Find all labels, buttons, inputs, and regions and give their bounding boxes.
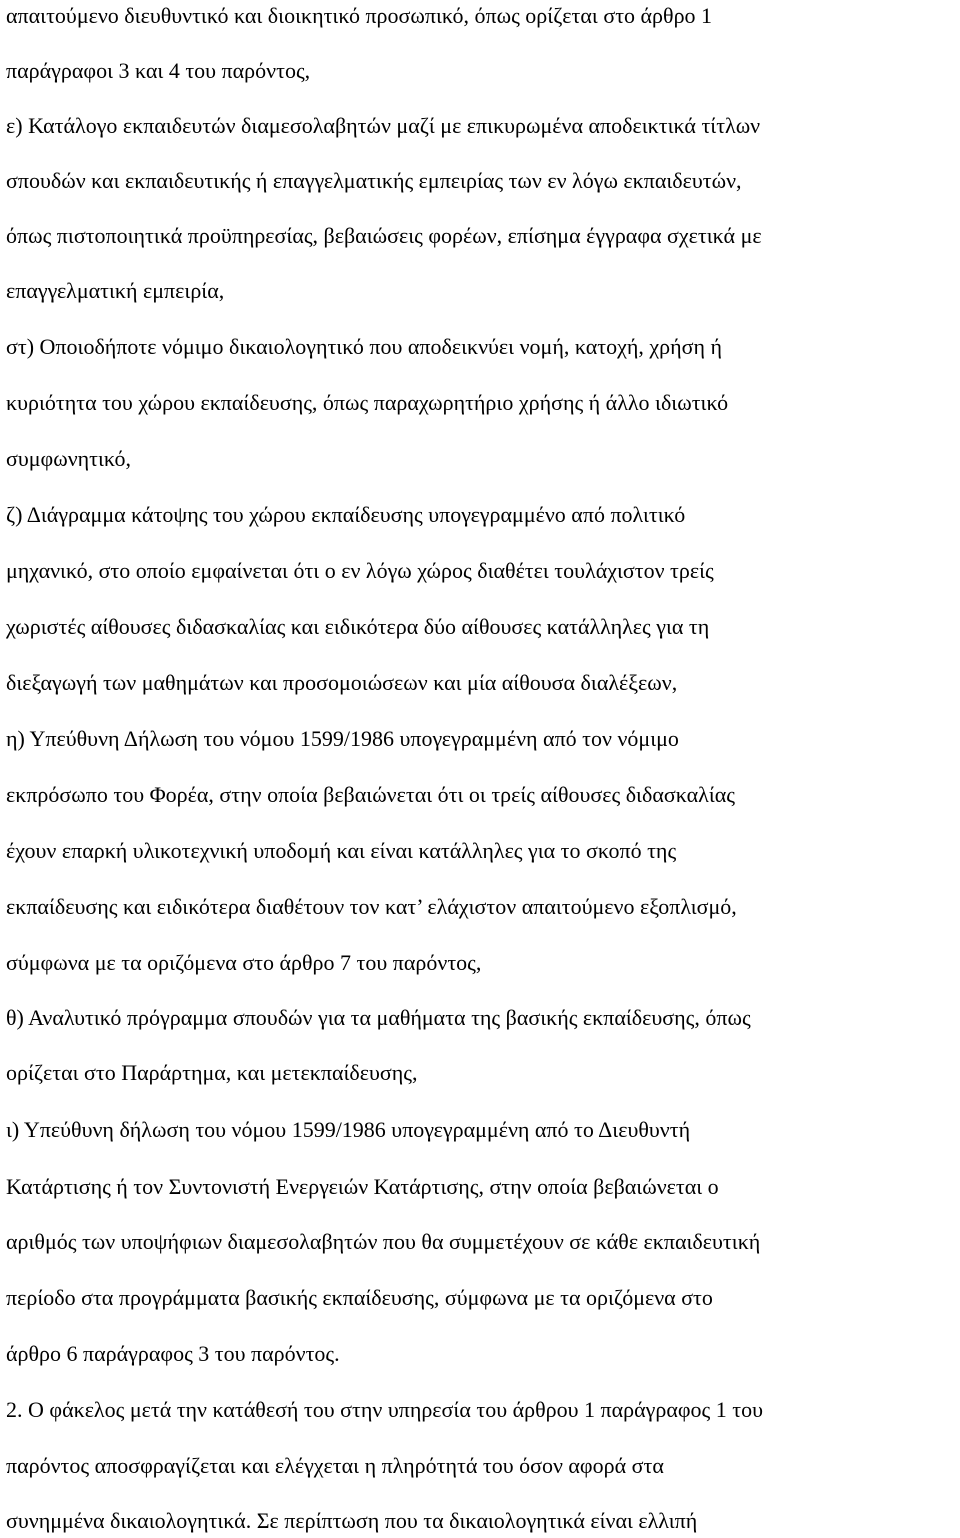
text-line: άρθρο 6 παράγραφος 3 του παρόντος. <box>6 1341 340 1366</box>
text-line: παράγραφοι 3 και 4 του παρόντος, <box>6 58 311 83</box>
text-line: χωριστές αίθουσες διδασκαλίας και ειδικότερα δύο αίθουσες κατάλληλες για τη <box>6 614 710 639</box>
text-line: η) Υπεύθυνη Δήλωση του νόμου 1599/1986 υπογεγραμμένη από τον νόμιμο <box>6 726 679 751</box>
text-line: έχουν επαρκή υλικοτεχνική υποδομή και είναι κατάλληλες για το σκοπό της <box>6 838 677 863</box>
text-line: Κατάρτισης ή τον Συντονιστή Ενεργειών Κατάρτισης, στην οποία βεβαιώνεται ο <box>6 1174 719 1199</box>
text-line: σπουδών και εκπαιδευτικής ή επαγγελματικής εμπειρίας των εν λόγω εκπαιδευτών, <box>6 168 742 193</box>
text-line: απαιτούμενο διευθυντικό και διοικητικό προσωπικό, όπως ορίζεται στο άρθρο 1 <box>6 3 713 28</box>
text-line: ι) Υπεύθυνη δήλωση του νόμου 1599/1986 υπογεγραμμένη από το Διευθυντή <box>6 1117 691 1142</box>
text-line: εκπαίδευσης και ειδικότερα διαθέτουν τον κατ’ ελάχιστον απαιτούμενο εξοπλισμό, <box>6 894 737 919</box>
text-line: ζ) Διάγραμμα κάτοψης του χώρου εκπαίδευσης υπογεγραμμένο από πολιτικό <box>6 502 686 527</box>
text-line: 2. Ο φάκελος μετά την κατάθεσή του στην υπηρεσία του άρθρου 1 παράγραφος 1 του <box>6 1397 764 1422</box>
text-line: παρόντος αποσφραγίζεται και ελέγχεται η πληρότητά του όσον αφορά στα <box>6 1453 664 1478</box>
text-line: διεξαγωγή των μαθημάτων και προσομοιώσεων και μία αίθουσα διαλέξεων, <box>6 670 678 695</box>
text-line: κυριότητα του χώρου εκπαίδευσης, όπως παραχωρητήριο χρήσης ή άλλο ιδιωτικό <box>6 390 729 415</box>
text-line: επαγγελματική εμπειρία, <box>6 278 225 303</box>
text-line: όπως πιστοποιητικά προϋπηρεσίας, βεβαιώσεις φορέων, επίσημα έγγραφα σχετικά με <box>6 223 762 248</box>
text-line: συμφωνητικό, <box>6 446 132 471</box>
text-line: εκπρόσωπο του Φορέα, στην οποία βεβαιώνεται ότι οι τρείς αίθουσες διδασκαλίας <box>6 782 735 807</box>
text-line: στ) Οποιοδήποτε νόμιμο δικαιολογητικό που αποδεικνύει νομή, κατοχή, χρήση ή <box>6 334 722 359</box>
text-line: σύμφωνα με τα οριζόμενα στο άρθρο 7 του παρόντος, <box>6 950 482 975</box>
text-line: μηχανικό, στο οποίο εμφαίνεται ότι ο εν λόγω χώρος διαθέτει τουλάχιστον τρείς <box>6 558 714 583</box>
text-line: συνημμένα δικαιολογητικά. Σε περίπτωση που τα δικαιολογητικά είναι ελλιπή <box>6 1508 698 1533</box>
text-line: ορίζεται στο Παράρτημα, και μετεκπαίδευσης, <box>6 1060 418 1085</box>
text-line: ε) Κατάλογο εκπαιδευτών διαμεσολαβητών μαζί με επικυρωμένα αποδεικτικά τίτλων <box>6 113 761 138</box>
text-line: θ) Αναλυτικό πρόγραμμα σπουδών για τα μαθήματα της βασικής εκπαίδευσης, όπως <box>6 1005 751 1030</box>
text-line: περίοδο στα προγράμματα βασικής εκπαίδευσης, σύμφωνα με τα οριζόμενα στο <box>6 1285 713 1310</box>
text-line: αριθμός των υποψήφιων διαμεσολαβητών που θα συμμετέχουν σε κάθε εκπαιδευτική <box>6 1229 761 1254</box>
